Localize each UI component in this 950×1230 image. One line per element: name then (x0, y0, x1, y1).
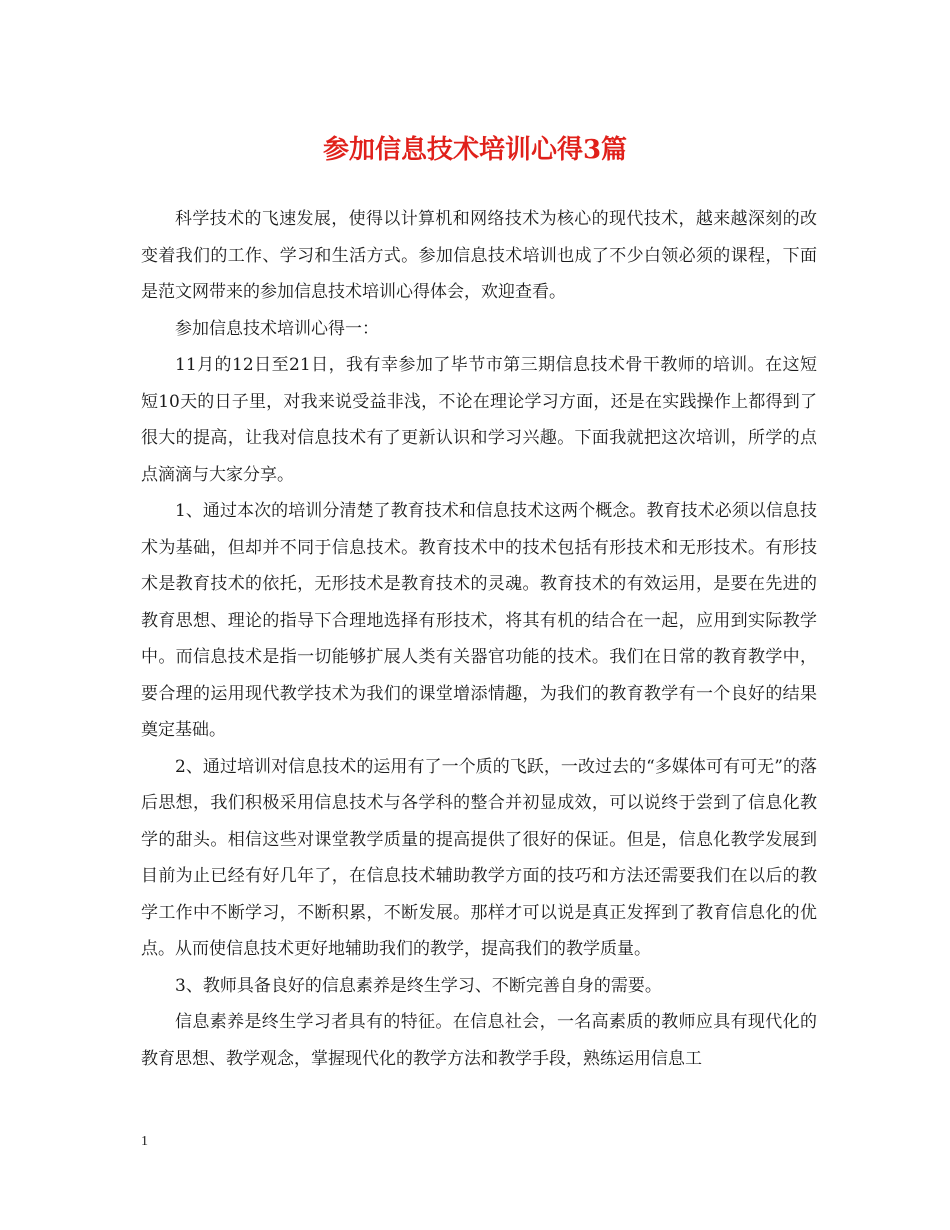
page-number: 1 (141, 1134, 148, 1149)
paragraph-intro: 科学技术的飞速发展，使得以计算机和网络技术为核心的现代技术，越来越深刻的改变着我们的工作、学习和生活方式。参加信息技术培训也成了不少白领必须的课程，下面是范文网带来的参加信息技术培训心得体会，欢迎查看。 (141, 209, 817, 302)
paragraph-information-literacy: 信息素养是终生学习者具有的特征。在信息社会，一名高素质的教师应具有现代化的教育思想、教学观念，掌握现代化的教学方法和教学手段，熟练运用信息工 (141, 1012, 817, 1069)
paragraph-point-3: 3、教师具备良好的信息素养是终生学习、不断完善自身的需要。 (175, 975, 662, 996)
document-body (141, 201, 817, 1077)
paragraph-point-2: 2、通过培训对信息技术的运用有了一个质的飞跃，一改过去的“多媒体可有可无”的落后思想，我们积极采用信息技术与各学科的整合并初显成效，可以说终于尝到了信息化教学的甜头。相信这些对课堂教学质量的提高提供了很好的保证。但是，信息化教学发展到目前为止已经有好几年了，在信息技术辅助教学方面的技巧和方法还需要我们在以后的教学工作中不断学习，不断积累，不断发展。那样才可以说是真正发挥到了教育信息化的优点。从而使信息技术更好地辅助我们的教学，提高我们的教学质量。 (141, 756, 817, 959)
paragraph-training-summary: 11月的12日至21日，我有幸参加了毕节市第三期信息技术骨干教师的培训。在这短短10天的日子里，对我来说受益非浅，不论在理论学习方面，还是在实践操作上都得到了很大的提高，让我对信息技术有了更新认识和学习兴趣。下面我就把这次培训，所学的点点滴滴与大家分享。 (141, 355, 817, 485)
paragraph-point-1: 1、通过本次的培训分清楚了教育技术和信息技术这两个概念。教育技术必须以信息技术为基础，但却并不同于信息技术。教育技术中的技术包括有形技术和无形技术。有形技术是教育技术的依托，无形技术是教育技术的灵魂。教育技术的有效运用，是要在先进的教育思想、理论的指导下合理地选择有形技术，将其有机的结合在一起，应用到实际教学中。而信息技术是指一切能够扩展人类有关器官功能的技术。我们在日常的教育教学中，要合理的运用现代教学技术为我们的课堂增添情趣，为我们的教育教学有一个良好的结果奠定基础。 (141, 501, 817, 740)
document-title: 参加信息技术培训心得3篇 (322, 135, 628, 165)
paragraph-section-heading: 参加信息技术培训心得一： (175, 318, 379, 339)
